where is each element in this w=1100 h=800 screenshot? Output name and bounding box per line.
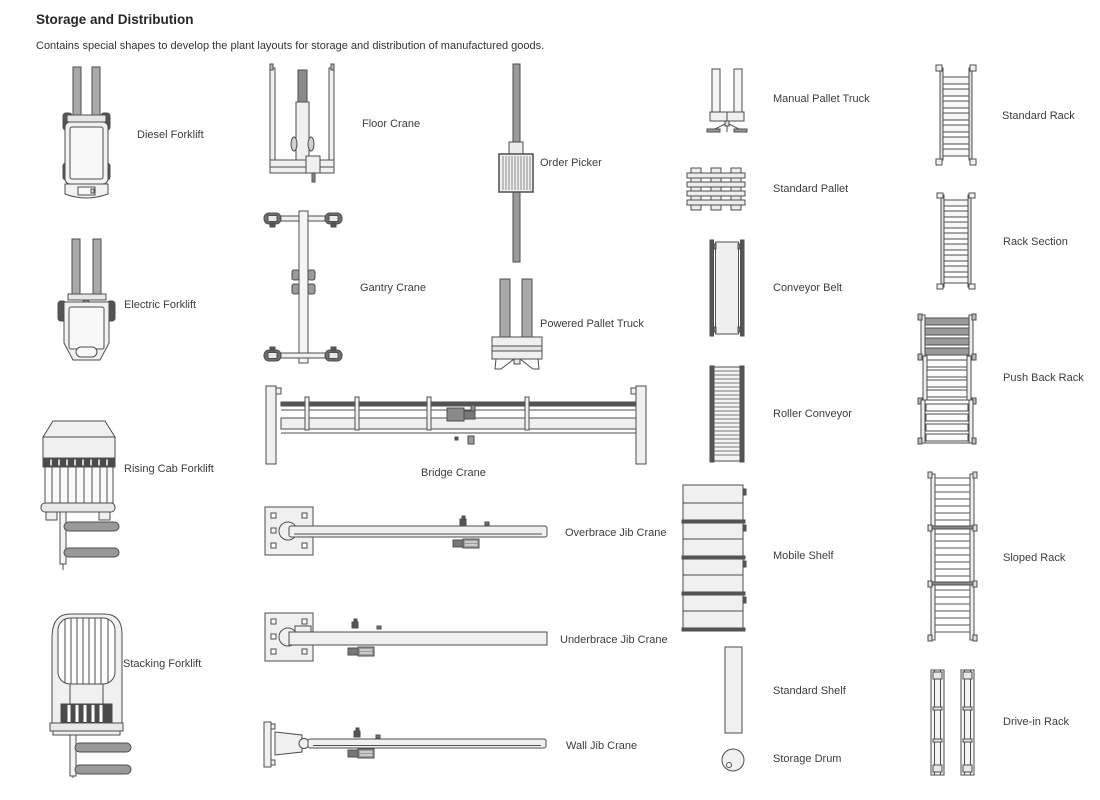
bridge-crane-shape [260,384,652,468]
storage-drum-shape [720,747,746,773]
floor-crane-shape [268,64,336,182]
standard-pallet-shape [687,168,745,210]
standard-rack-shape [935,65,977,165]
page-subtitle: Contains special shapes to develop the plant layouts for storage and distribution of manufactured goods. [36,40,545,52]
rising-cab-forklift-shape [40,420,122,570]
gantry-crane-label: Gantry Crane [360,282,427,294]
sloped-rack-shape [928,472,978,642]
rising-cab-forklift-label: Rising Cab Forklift [124,463,214,475]
order-picker-shape [496,64,536,262]
underbrace-jib-crane-shape [264,610,552,668]
electric-forklift-label: Electric Forklift [124,299,197,311]
electric-forklift-shape [56,238,116,370]
standard-shelf-label: Standard Shelf [773,685,846,697]
manual-pallet-truck-label: Manual Pallet Truck [773,93,870,105]
storage-drum-label: Storage Drum [773,753,842,765]
conveyor-belt-shape [710,240,744,336]
wall-jib-crane-label: Wall Jib Crane [566,740,638,752]
underbrace-jib-crane-label: Underbrace Jib Crane [560,634,668,646]
standard-shelf-shape [724,646,744,734]
standard-rack-label: Standard Rack [1002,110,1075,122]
push-back-rack-shape [918,314,976,444]
rack-section-label: Rack Section [1003,236,1068,248]
bridge-crane-label: Bridge Crane [421,467,486,479]
stacking-forklift-shape [48,612,134,778]
roller-conveyor-label: Roller Conveyor [773,408,852,420]
roller-conveyor-shape [710,366,744,462]
overbrace-jib-crane-label: Overbrace Jib Crane [565,527,667,539]
conveyor-belt-label: Conveyor Belt [773,282,843,294]
rack-section-shape [935,193,977,289]
drive-in-rack-shape [931,669,975,776]
order-picker-label: Order Picker [540,157,602,169]
diesel-forklift-shape [58,66,116,204]
page-title: Storage and Distribution [36,12,194,27]
mobile-shelf-shape [682,484,747,632]
stacking-forklift-label: Stacking Forklift [123,658,202,670]
floor-crane-label: Floor Crane [362,118,421,130]
overbrace-jib-crane-shape [264,506,552,562]
standard-pallet-label: Standard Pallet [773,183,849,195]
drive-in-rack-label: Drive-in Rack [1003,716,1070,728]
powered-pallet-truck-label: Powered Pallet Truck [540,318,644,330]
gantry-crane-shape [262,208,344,366]
push-back-rack-label: Push Back Rack [1003,372,1084,384]
mobile-shelf-label: Mobile Shelf [773,550,834,562]
manual-pallet-truck-shape [704,68,750,132]
diesel-forklift-label: Diesel Forklift [137,129,204,141]
sloped-rack-label: Sloped Rack [1003,552,1066,564]
wall-jib-crane-shape [262,718,552,772]
